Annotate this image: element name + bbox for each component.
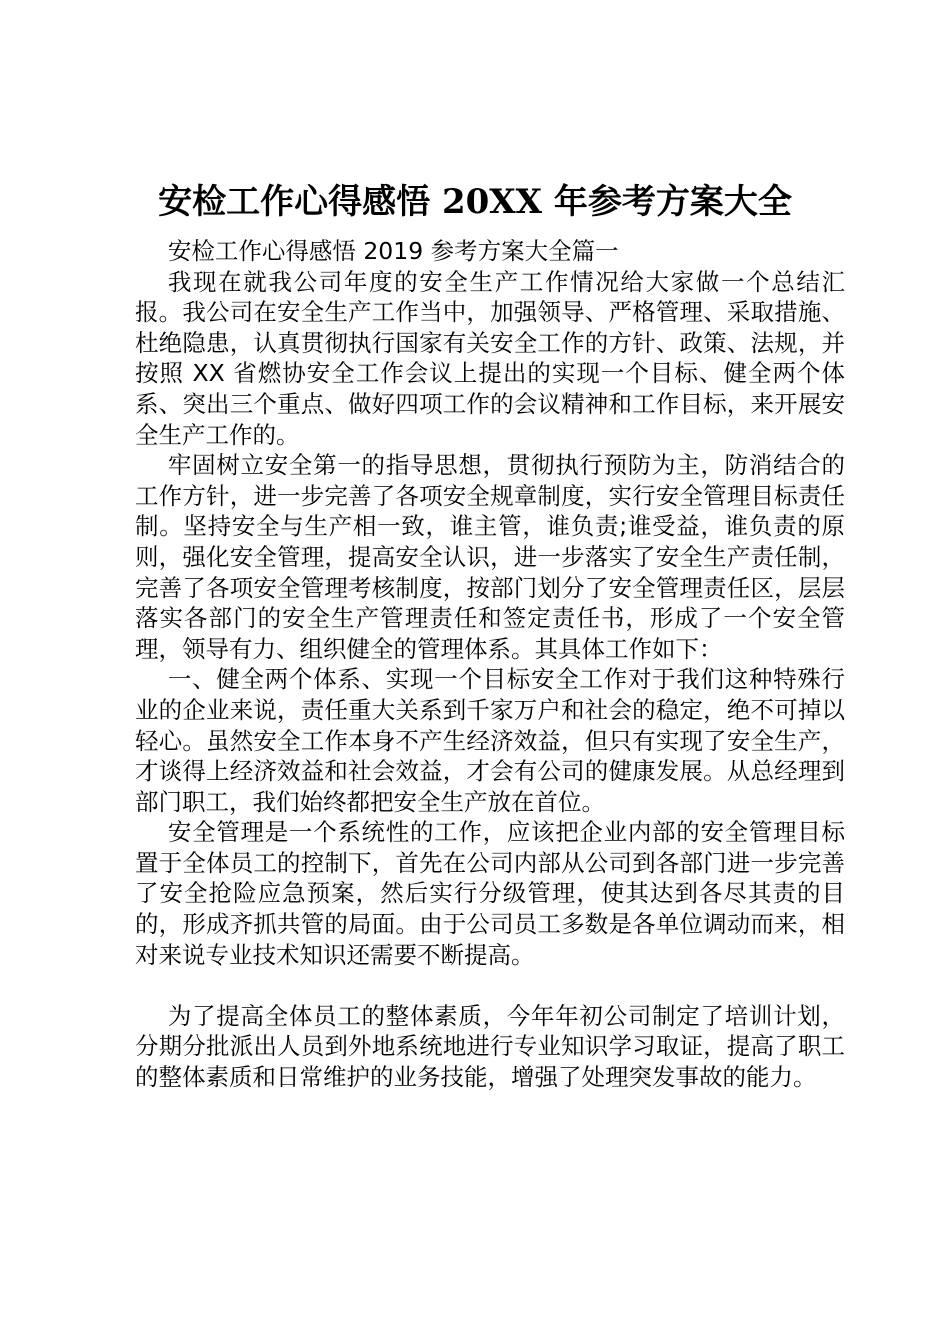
paragraph-2: 牢固树立安全第一的指导思想，贯彻执行预防为主，防消结合的工作方针，进一步完善了各项安全规章制度，实行安全管理目标责任制。坚持安全与生产相一致，谁主管，谁负责;谁受益，谁负责的原则，强化安全管理，提高安全认识，进一步落实了安全生产责任制，完善了各项安全管理考核制度，按部门划分了安全管理责任区，层层落实各部门的安全生产管理责任和签定责任书，形成了一个安全管理，领导有力、组织健全的管理体系。其具体工作如下： bbox=[135, 451, 845, 663]
paragraph-3: 一、健全两个体系、实现一个目标安全工作对于我们这种特殊行业的企业来说，责任重大关系到千家万户和社会的稳定，绝不可掉以轻心。虽然安全工作本身不产生经济效益，但只有实现了安全生产，才谈得上经济效益和社会效益，才会有公司的健康发展。从总经理到部门职工，我们始终都把安全生产放在首位。 bbox=[135, 665, 845, 816]
document-body bbox=[135, 236, 845, 1093]
document-subtitle: 安检工作心得感悟 2019 参考方案大全篇一 bbox=[167, 237, 619, 265]
paragraph-5: 为了提高全体员工的整体素质，今年年初公司制定了培训计划，分期分批派出人员到外地系统地进行专业知识学习取证，提高了职工的整体素质和日常维护的业务技能，增强了处理突发事故的能力。 bbox=[135, 1001, 845, 1092]
document-title: 安检工作心得感悟 20XX 年参考方案大全 bbox=[158, 182, 792, 222]
paragraph-1: 我现在就我公司年度的安全生产工作情况给大家做一个总结汇报。我公司在安全生产工作当中，加强领导、严格管理、采取措施、杜绝隐患，认真贯彻执行国家有关安全工作的方针、政策、法规，并按照 XX 省燃协安全工作会议上提出的实现一个目标、健全两个体系、突出三个重点、做好四项工作的会议精神和工作目标，来开展安全生产工作的。 bbox=[135, 267, 845, 449]
paragraph-4: 安全管理是一个系统性的工作，应该把企业内部的安全管理目标置于全体员工的控制下，首先在公司内部从公司到各部门进一步完善了安全抢险应急预案，然后实行分级管理，使其达到各尽其责的目的，形成齐抓共管的局面。由于公司员工多数是各单位调动而来，相对来说专业技术知识还需要不断提高。 bbox=[135, 818, 845, 969]
